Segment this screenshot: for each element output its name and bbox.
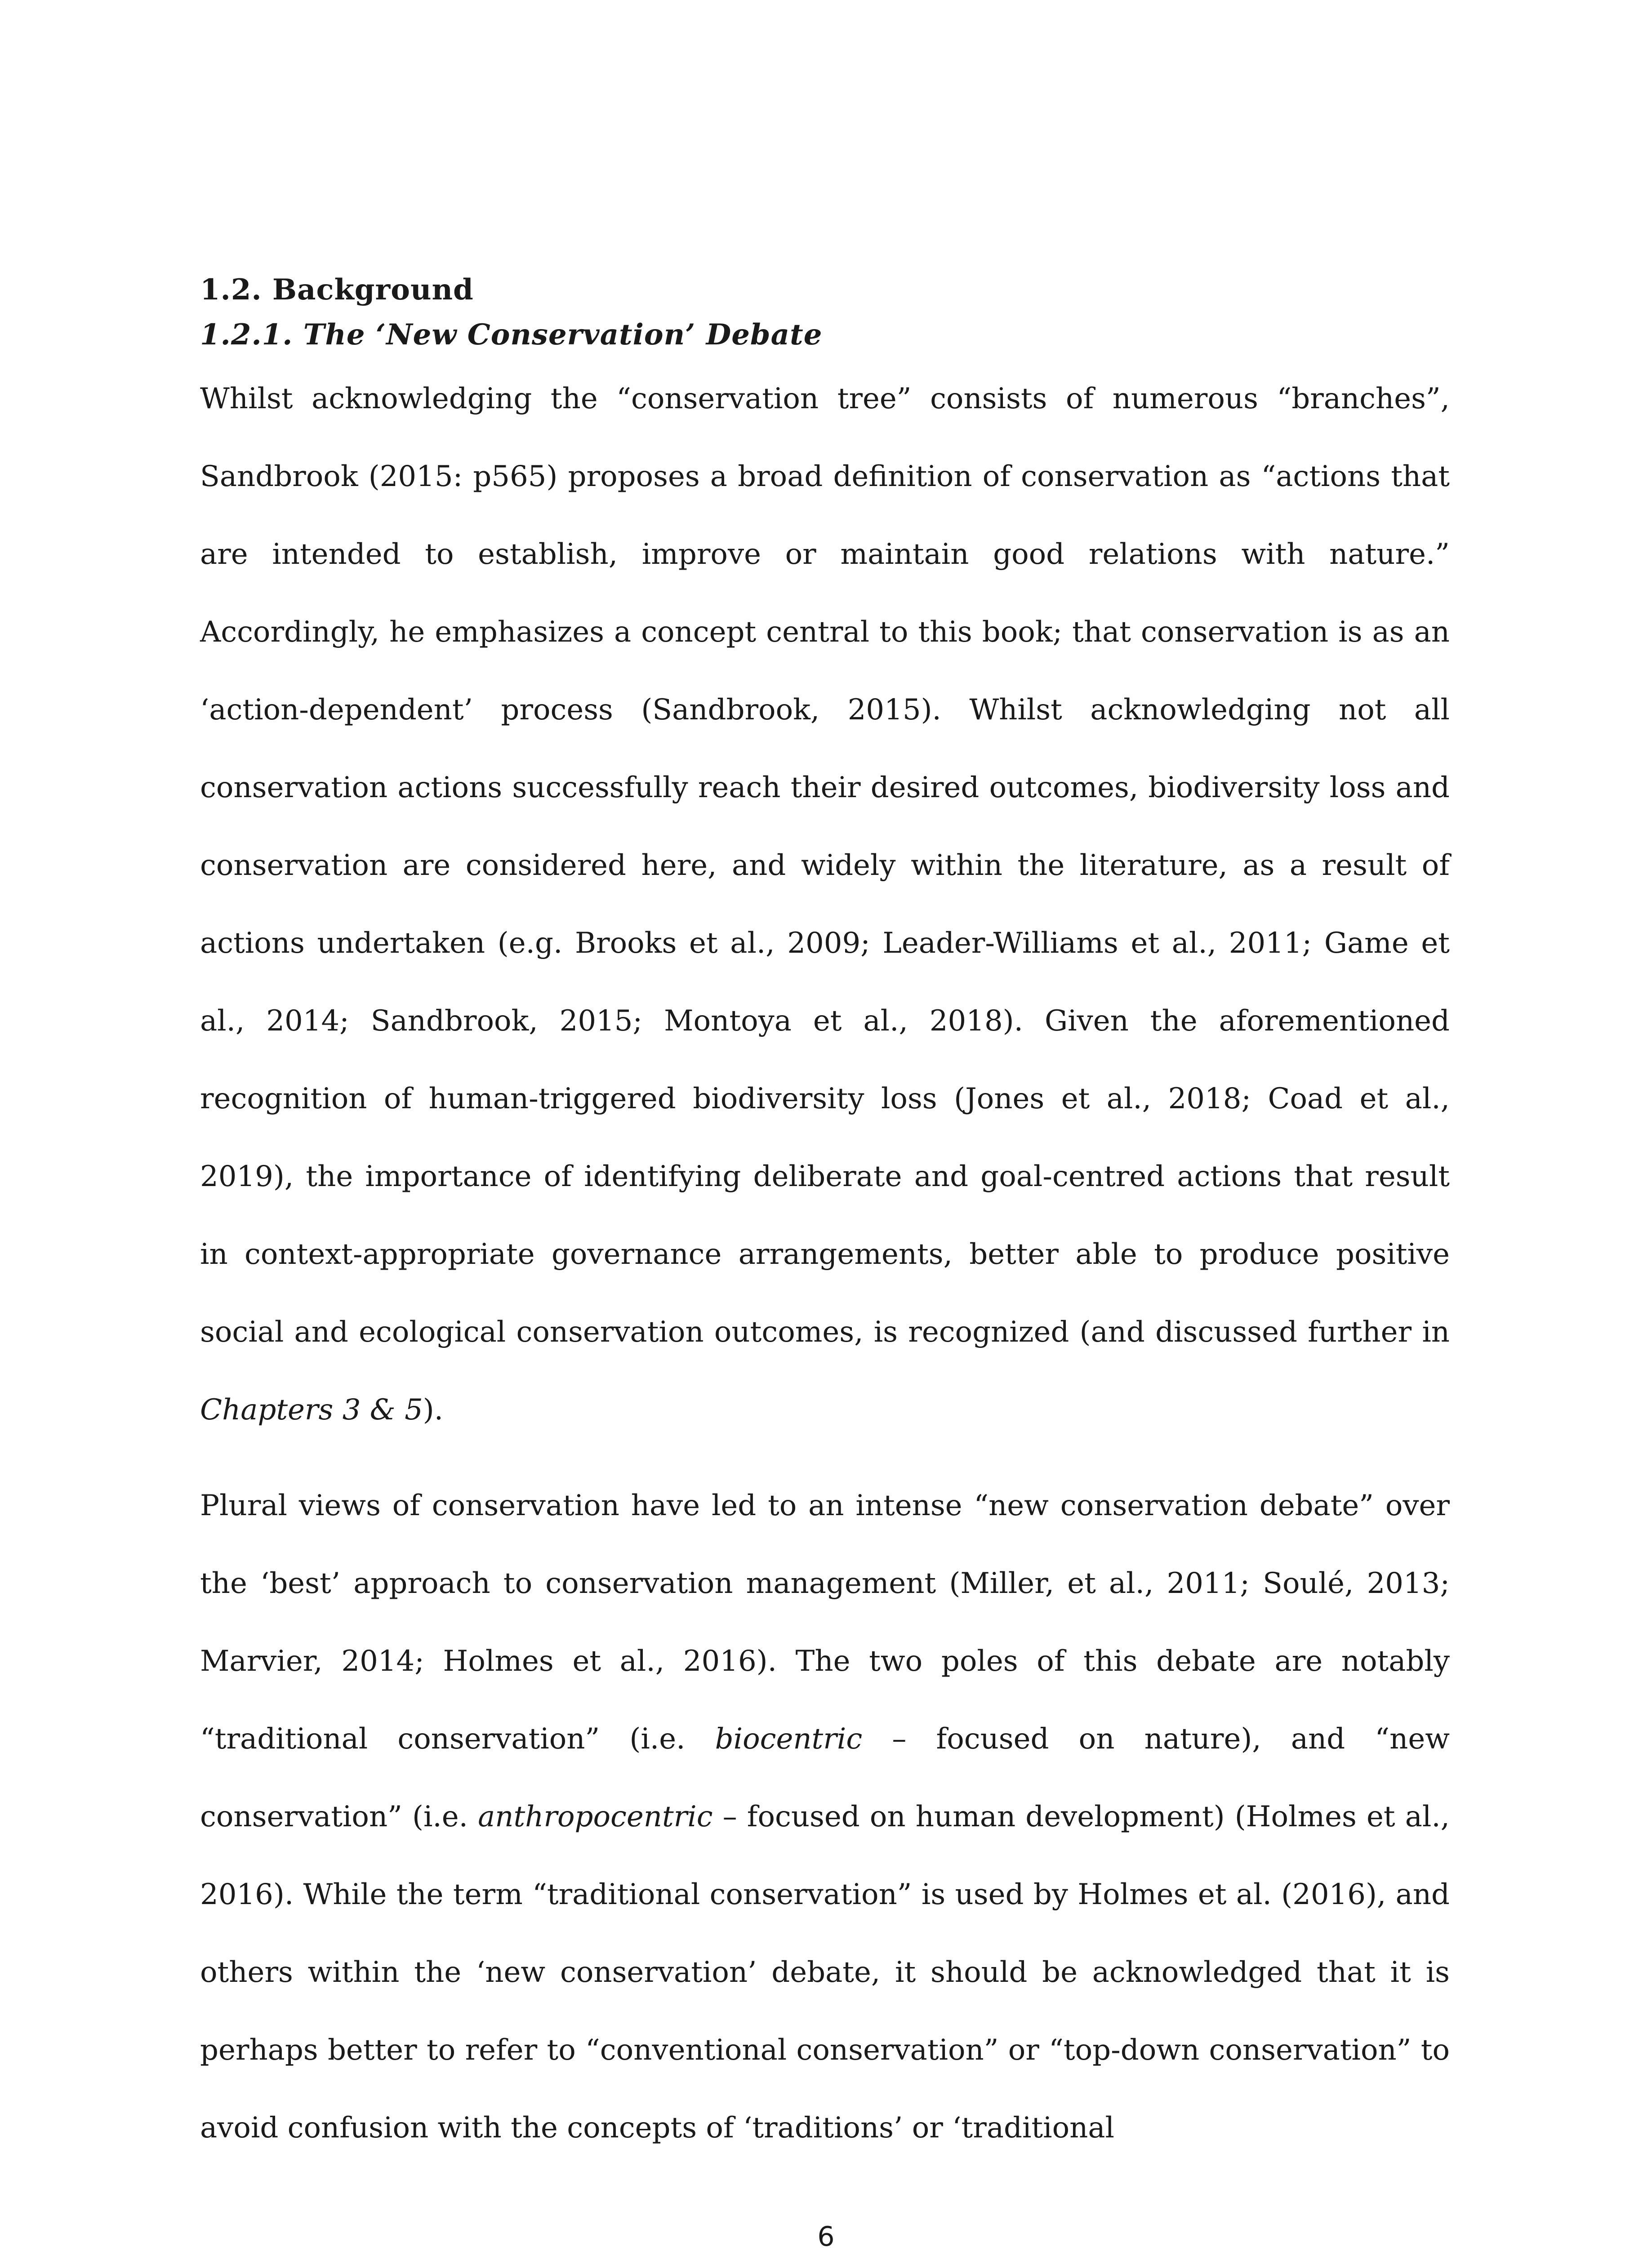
paragraph-text: Whilst acknowledging the “conservation tree” consists of numerous “branches”, Sandbrook (2015: p565) proposes a broad definition of conservation as “actions that are intended to establish, improve or maintain good relations with nature.” Accordingly, he emphasizes a concept central to this book; that conservation is as an ‘action-dependent’ process (Sandbrook, 2015). Whilst acknowledging not all conservation actions successfully reach their desired outcomes, biodiversity loss and conservation are considered here, and widely within the literature, as a result of actions undertaken (e.g. Brooks et al., 2009; Leader-Williams et al., 2011; Game et al., 2014; Sandbrook, 2015; Montoya et al., 2018). Given the aforementioned recognition of human-triggered biodiversity loss (Jones et al., 2018; Coad et al., 2019), the importance of identifying deliberate and goal-centred actions that result in context-appropriate governance arrangements, better able to produce positive social and ecological conservation outcomes, is recognized (and discussed further in xyxy=(200,382,1450,1349)
paragraph-text: – focused on nature), and “new conservation” (i.e. xyxy=(200,1722,1450,1833)
paragraph-text: ). xyxy=(423,1393,444,1427)
paragraph-text: – focused on human development) (Holmes et al., 2016). While the term “traditional conservation” is used by Holmes et al. (2016), and others within the ‘new conservation’ debate, it should be acknowledged that it is perhaps better to refer to “conventional conservation” or “top-down conservation” to avoid confusion with the concepts of ‘traditions’ or ‘traditional xyxy=(200,1800,1450,2145)
subsection-heading: 1.2.1. The ‘New Conservation’ Debate xyxy=(200,318,823,352)
emphasized-term: anthropocentric xyxy=(478,1800,713,1833)
page-content xyxy=(200,268,1450,2167)
page-number: 6 xyxy=(817,2221,835,2248)
body-paragraph xyxy=(200,360,1450,1449)
emphasized-term: biocentric xyxy=(715,1722,863,1756)
paragraph-text: Plural views of conservation have led to an intense “new conservation debate” over the ‘best’ approach to conservation management (Miller, et al., 2011; Soulé, 2013; Marvier, 2014; Holmes et al., 2016). The two poles of this debate are notably “traditional conservation” (i.e. xyxy=(200,1489,1450,1756)
section-heading: 1.2. Background xyxy=(200,273,474,307)
body-paragraph xyxy=(200,1467,1450,2167)
chapter-reference: Chapters 3 & 5 xyxy=(200,1393,423,1427)
